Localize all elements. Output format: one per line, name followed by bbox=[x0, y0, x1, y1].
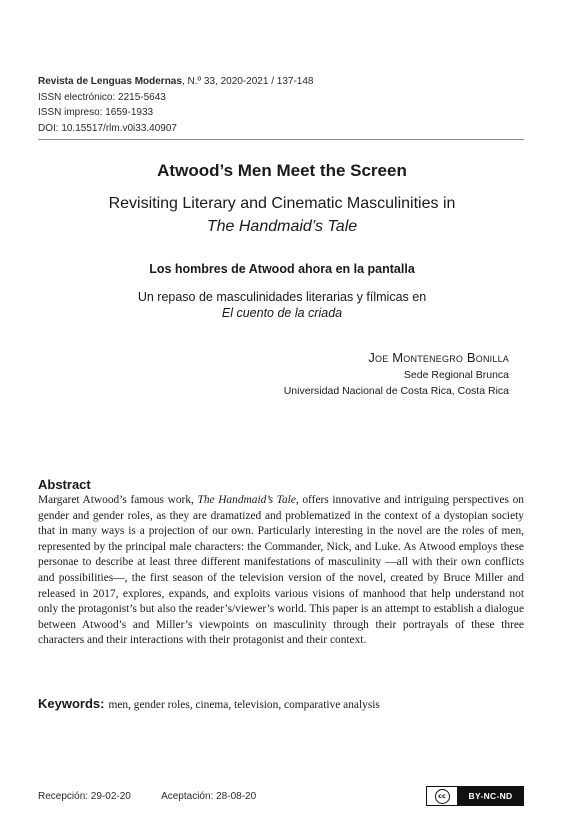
doi[interactable]: DOI: 10.15517/rlm.v0i33.40907 bbox=[38, 122, 177, 134]
author-block bbox=[284, 350, 509, 399]
journal-name: Revista de Lenguas Modernas bbox=[38, 76, 182, 87]
submission-dates bbox=[38, 791, 284, 802]
spanish-subtitle-line1: Un repaso de masculinidades literarias y fílmicas en bbox=[137, 290, 427, 304]
abstract-heading: Abstract bbox=[38, 477, 91, 492]
header-divider bbox=[38, 139, 524, 140]
journal-header bbox=[38, 74, 524, 136]
issn-electronic: ISSN electrónico: 2215-5643 bbox=[38, 91, 166, 103]
journal-citation bbox=[38, 74, 524, 90]
spanish-subtitle bbox=[0, 289, 564, 321]
accepted-date: Aceptación: 28-08-20 bbox=[161, 791, 257, 802]
spanish-subtitle-work-title: El cuento de la criada bbox=[221, 306, 343, 320]
author-name: Joe Montenegro Bonilla bbox=[368, 350, 509, 365]
license-label: BY-NC-ND bbox=[468, 791, 513, 801]
journal-issue: , N.º 33, 2020-2021 / 137-148 bbox=[181, 76, 314, 87]
subtitle-line1: Revisiting Literary and Cinematic Masculinities in bbox=[108, 195, 456, 212]
license-badge[interactable] bbox=[426, 786, 524, 806]
cc-symbol: cc bbox=[435, 789, 450, 804]
abstract-lead: Margaret Atwood’s famous work, bbox=[38, 494, 198, 506]
abstract-text bbox=[38, 493, 524, 649]
paper-subtitle bbox=[0, 192, 564, 238]
abstract-body: , offers innovative and intriguing perspectives on gender and gender roles, as they are dramatized and problematized in the context of a dystopian society that in many ways is a projection of our own. Particularly interesting in the novel are the roles of men, represented by the principal male characters: the Commander, Nick, and Luke. As Atwood employs these personae to describe at least three different manifestations of masculinity —all with their own conflicts and possibilities—, the first season of the television version of the novel, created by Bruce Miller and released in 2017, explores, expands, and exploits various visions of manhood that help understand not only the protagonist’s but also the reader’s/viewer’s world. This paper is an attempt to establish a dialogue between Atwood’s and Miller’s viewpoints on masculinity through their portrayals of these three characters and their interactions with their protagonist and their context. bbox=[38, 494, 524, 647]
affiliation-campus: Sede Regional Brunca bbox=[403, 369, 509, 381]
keywords-value: men, gender roles, cinema, television, comparative analysis bbox=[108, 699, 380, 711]
paper-title: Atwood’s Men Meet the Screen bbox=[157, 161, 407, 180]
keywords bbox=[38, 696, 524, 711]
abstract-work-title: The Handmaid’s Tale bbox=[197, 494, 296, 506]
keywords-label: Keywords: bbox=[38, 696, 105, 711]
received-date: Recepción: 29-02-20 bbox=[38, 791, 131, 802]
subtitle-work-title: The Handmaid’s Tale bbox=[206, 218, 358, 235]
spanish-title: Los hombres de Atwood ahora en la pantalla bbox=[149, 262, 415, 276]
issn-print: ISSN impreso: 1659-1933 bbox=[38, 107, 154, 118]
affiliation-university: Universidad Nacional de Costa Rica, Costa Rica bbox=[283, 385, 509, 397]
creative-commons-icon bbox=[427, 787, 458, 805]
author-affiliation bbox=[284, 367, 509, 399]
